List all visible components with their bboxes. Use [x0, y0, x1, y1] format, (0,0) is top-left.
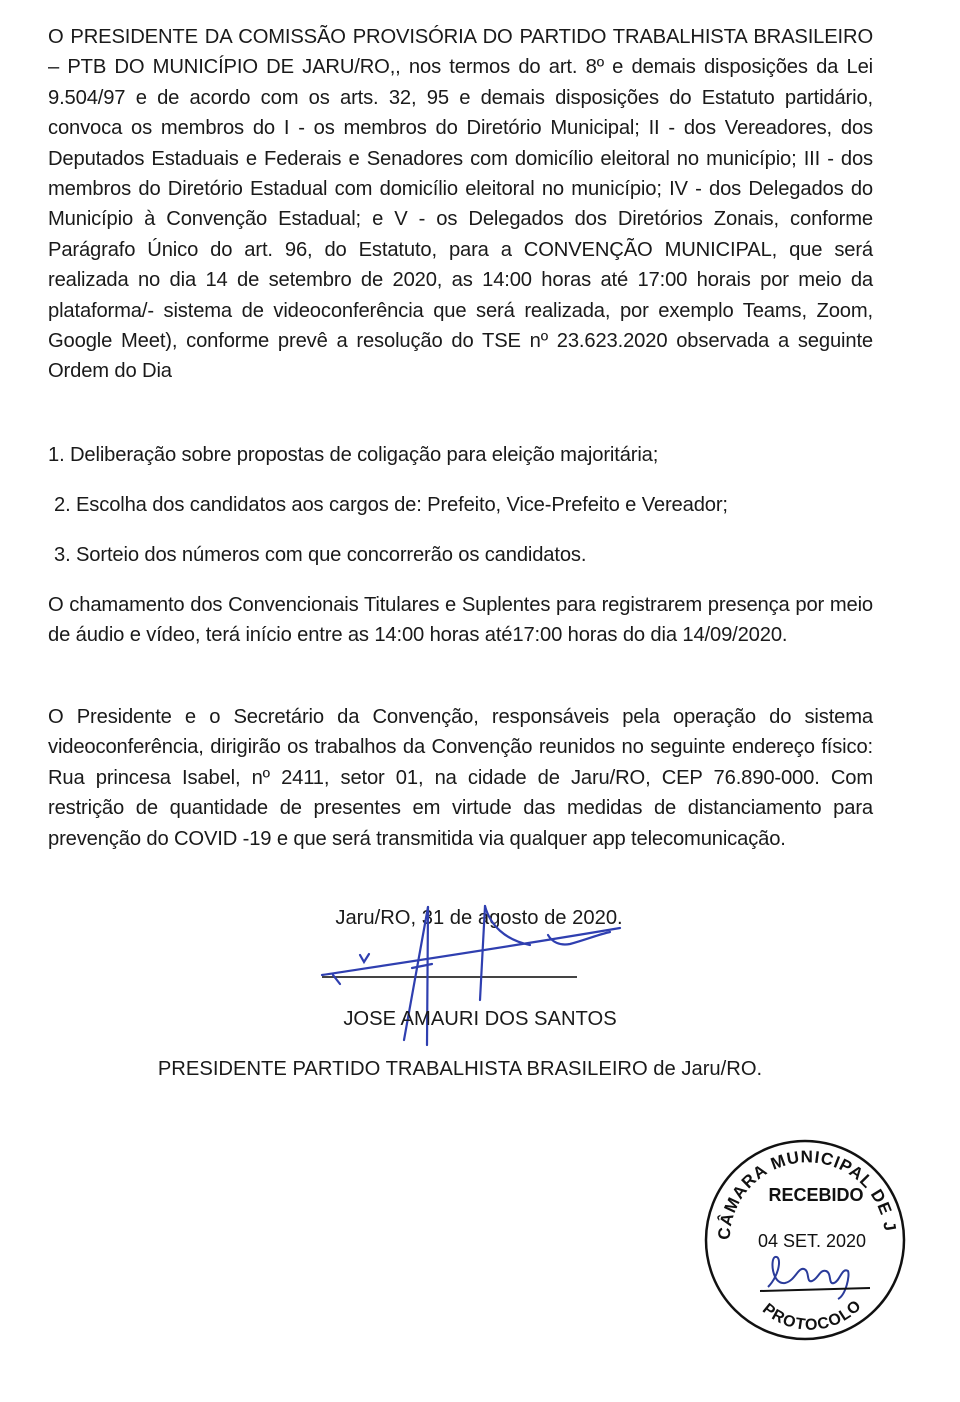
protocol-stamp — [700, 1135, 910, 1345]
signature-stroke — [485, 906, 530, 945]
agenda-item-1: 1. Deliberação sobre propostas de coligação para eleição majoritária; — [48, 444, 659, 466]
stamp-graphic — [700, 1135, 910, 1345]
stamp-received-label: RECEBIDO — [768, 1185, 864, 1205]
place-date: Jaru/RO, 31 de agosto de 2020. — [335, 907, 623, 929]
signature-stroke — [412, 964, 432, 968]
signature-stroke — [360, 954, 369, 962]
signer-name: JOSE AMAURI DOS SANTOS — [343, 1008, 617, 1030]
location-paragraph: O Presidente e o Secretário da Convenção, responsáveis pela operação do sistema videoconferência, dirigirão os trabalhos da Convenção reunidos no seguinte endereço físico: Rua princesa Isabel, nº 2411, setor 01, na cidade de Jaru/RO, CEP 76.890-000. Com restrição de quantidade de presentes em virtude das medidas de distanciamento para prevenção do COVID -19 e que será transmitida via qualquer app telecomunicação. — [48, 706, 873, 850]
signature-stroke — [480, 906, 485, 1000]
signature-stroke — [333, 975, 340, 984]
stamp-date: 04 SET. 2020 — [757, 1231, 867, 1251]
call-paragraph: O chamamento dos Convencionais Titulares e Suplentes para registrarem presença por meio de áudio e vídeo, terá início entre as 14:00 horas até17:00 horas do dia 14/09/2020. — [48, 594, 873, 647]
agenda-item-2: 2. Escolha dos candidatos aos cargos de: Prefeito, Vice-Prefeito e Vereador; — [54, 494, 728, 516]
signature-stroke — [322, 928, 620, 975]
stamp-handwritten-initials — [768, 1257, 849, 1299]
stamp-underline — [760, 1288, 870, 1291]
stamp-arc-top: CÂMARA MUNICIPAL DE J — [714, 1147, 900, 1241]
agenda-item-3: 3. Sorteio dos números com que concorrerão os candidatos. — [54, 544, 587, 566]
signer-title: PRESIDENTE PARTIDO TRABALHISTA BRASILEIRO de Jaru/RO. — [157, 1058, 763, 1080]
opening-paragraph: O PRESIDENTE DA COMISSÃO PROVISÓRIA DO PARTIDO TRABALHISTA BRASILEIRO – PTB DO MUNICÍPIO DE JARU/RO,, nos termos do art. 8º e demais disposições da Lei 9.504/97 e de acordo com os arts. 32, 95 e demais disposições do Estatuto partidário, convoca os membros do I - os membros do Diretório Municipal; II - dos Vereadores, dos Deputados Estaduais e Federais e Senadores com domicílio eleitoral no município; III - dos membros do Diretório Estadual com domicílio eleitoral no município; IV - dos Delegados do Município à Convenção Estadual; e V - os Delegados dos Diretórios Zonais, conforme Parágrafo Único do art. 96, do Estatuto, para a CONVENÇÃO MUNICIPAL, que será realizada no dia 14 de setembro de 2020, as 14:00 horas até 17:00 horais por meio da plataforma/- sistema de videoconferência que será realizada, por exemplo Teams, Zoom, Google Meet), conforme prevê a resolução do TSE nº 23.623.2020 observada a seguinte Ordem do Dia — [48, 26, 873, 383]
stamp-arc-bottom: PROTOCOLO — [759, 1296, 866, 1334]
